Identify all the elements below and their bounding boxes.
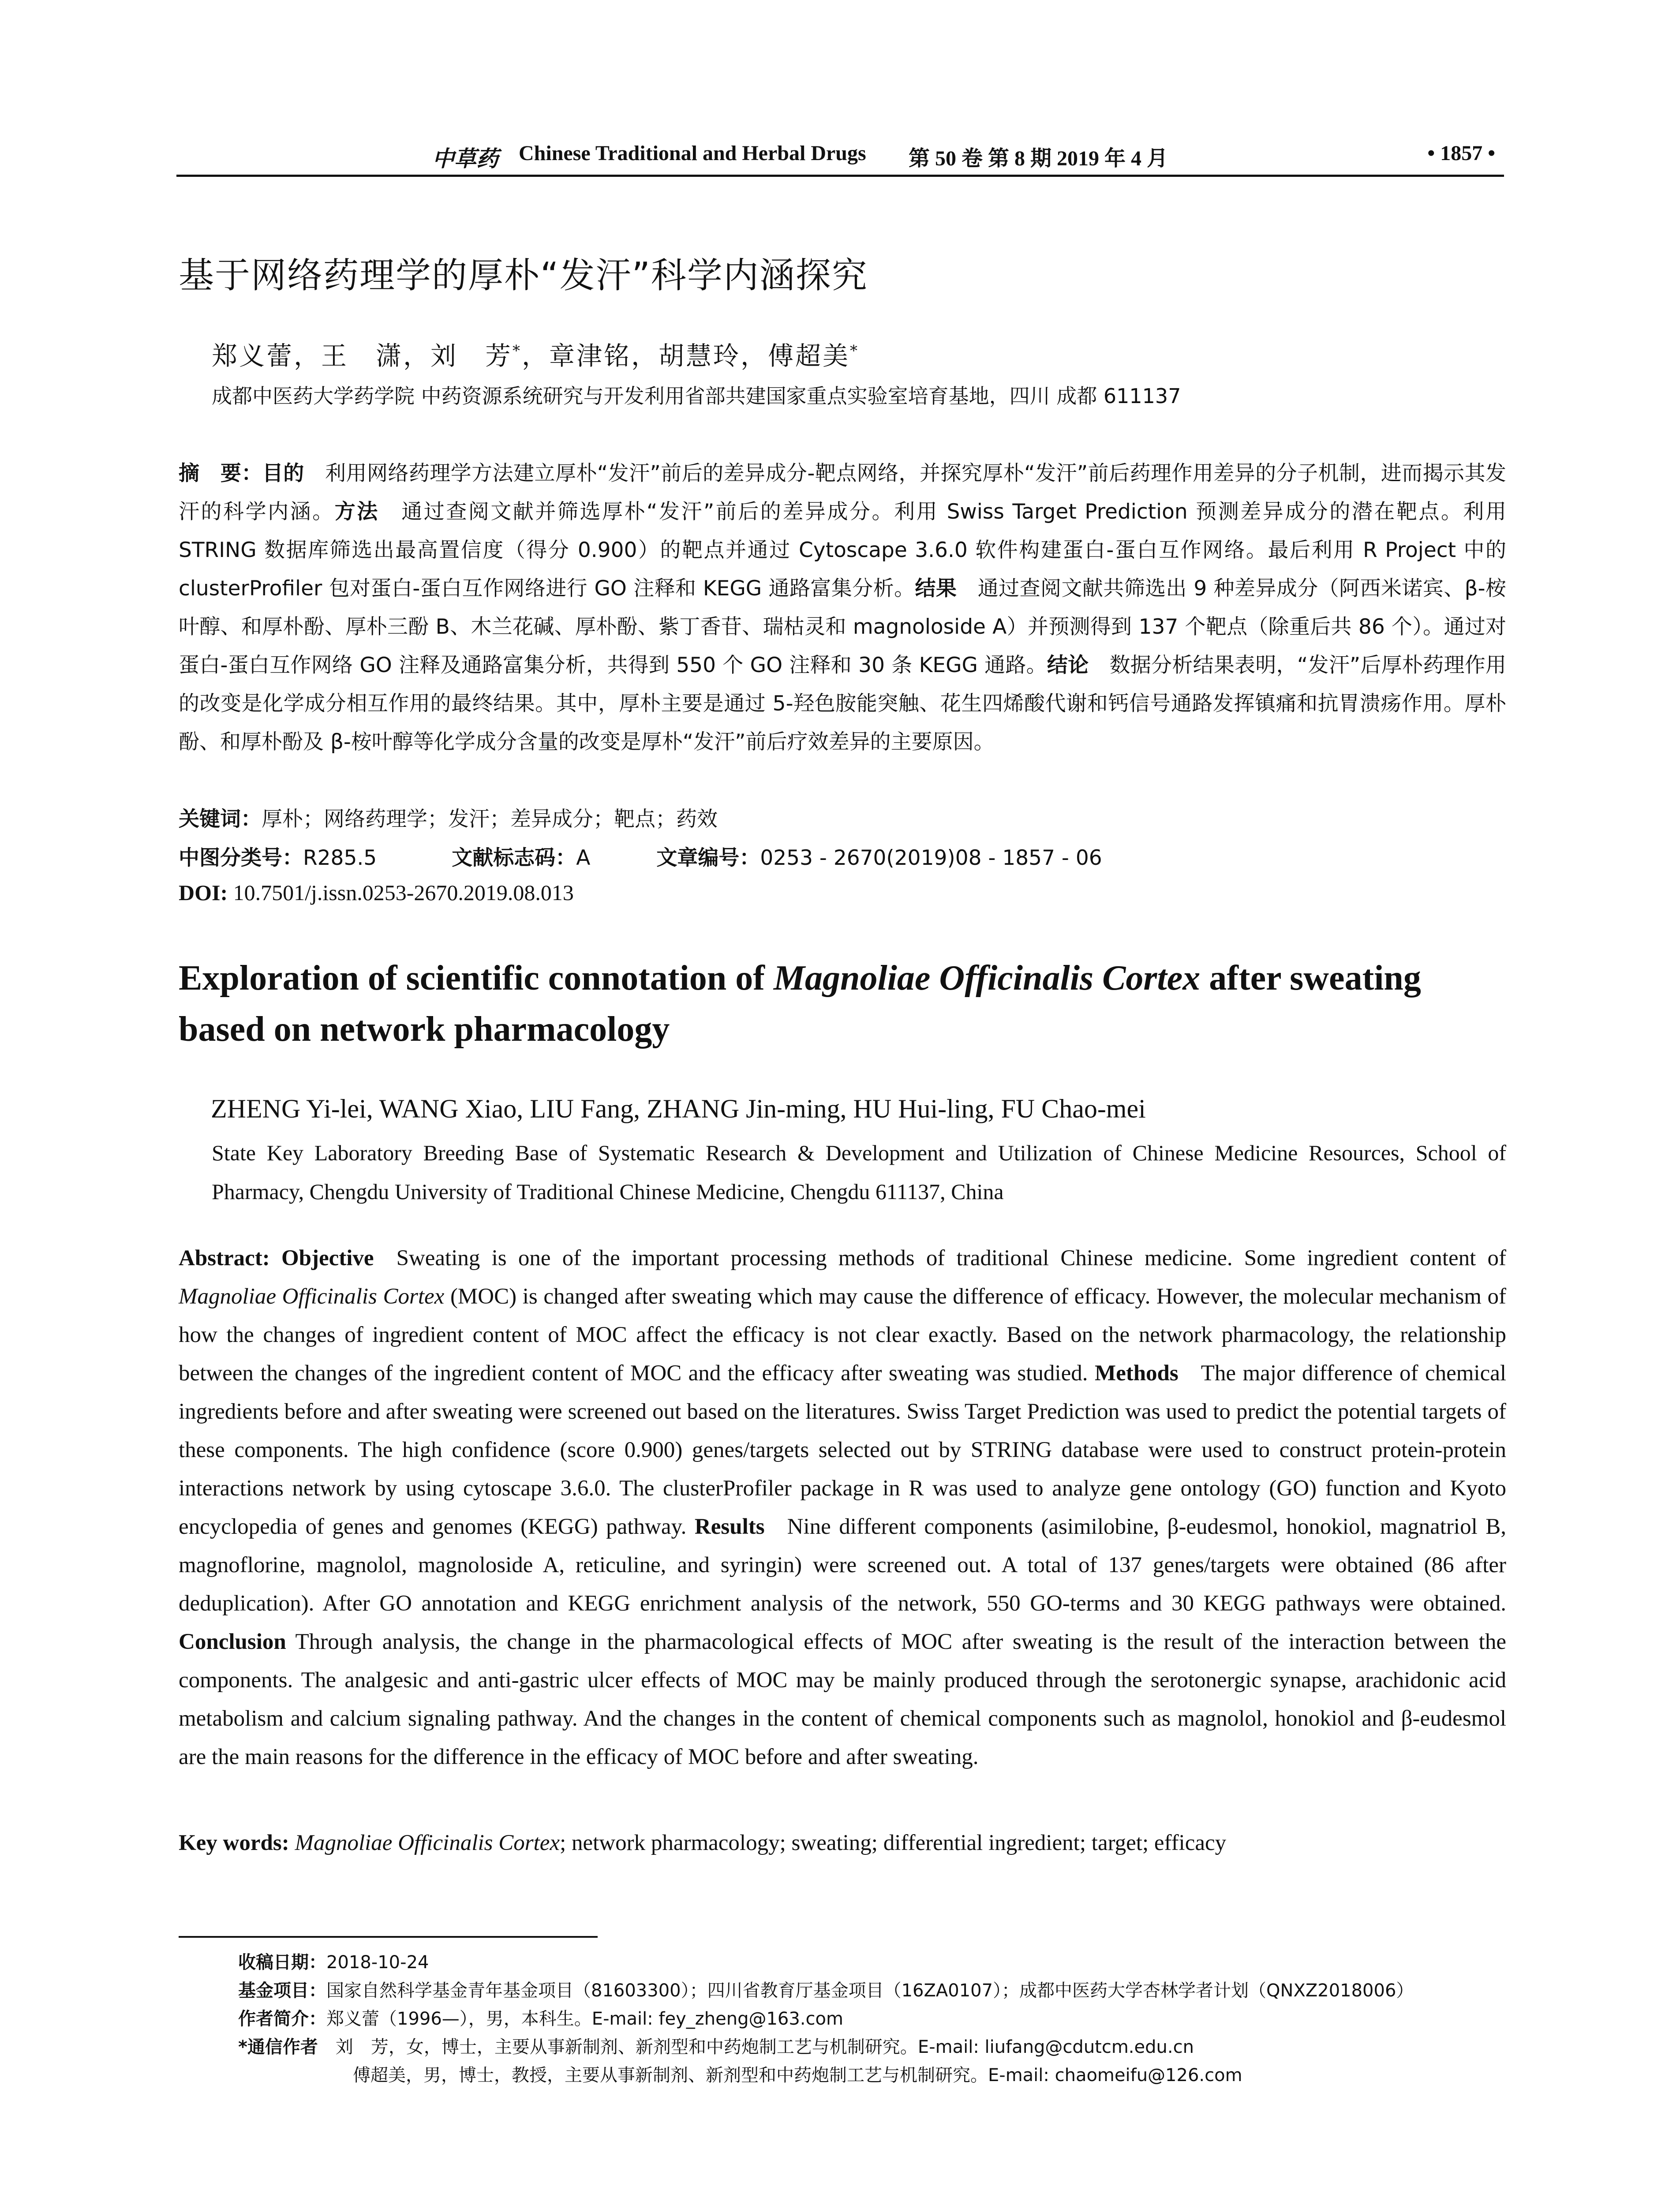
fund-text: 国家自然科学基金青年基金项目（81603300）；四川省教育厅基金项目（16ZA0107）；成都中医药大学杏林学者计划（QNXZ2018006） [326,1981,1414,2001]
authors-en: ZHENG Yi-lei, WANG Xiao, LIU Fang, ZHANG Jin-ming, HU Hui-ling, FU Chao-mei [211,1094,1146,1123]
keywords-cn-label: 关键词： [179,807,262,831]
title-cn: 基于网络药理学的厚朴“发汗”科学内涵探究 [179,255,868,296]
title-en-part2: after sweating based on network pharmacology [179,959,1421,1049]
abstract-cn-objective: 利用网络药理学方法建立厚朴“发汗”前后的差异成分-靶点网络，并探究厚朴“发汗”前后药理作用差异的分子机制，进而揭示其发汗的科学内涵。 [179,461,1507,524]
footnote-bio [238,2005,1508,2030]
author-mark: * [513,342,522,360]
article-number-label: 文章编号： [656,846,760,870]
footnote-fund [238,1977,1508,2002]
abstract-en-species: Magnoliae Officinalis Cortex [179,1284,445,1309]
footnote-corresponding [238,2033,1508,2058]
affiliation-cn: 成都中医药大学药学院 中药资源系统研究与开发利用省部共建国家重点实验室培育基地，四川 成都 611137 [212,384,1181,408]
footnote-corresponding-2 [353,2061,1623,2086]
received-label: 收稿日期： [238,1952,326,1973]
abstract-en-conclusion: Through analysis, the change in the pharmacological effects of MOC after sweating is the result of the interaction between the components. The analgesic and anti-gastric ulcer effects of MOC may be mainly produced through the serotonergic synapse, arachidonic acid metabolism and calcium signaling pathway. And the changes in the content of chemical components such as magnolol, honokiol and β-eudesmol are the main reasons for the difference in the efficacy of MOC before and after sweating. [179,1629,1506,1769]
abstract-cn-objective-label: 目的 [262,461,304,486]
keywords-cn [179,803,718,832]
keywords-cn-text: 厚朴；网络药理学；发汗；差异成分；靶点；药效 [262,807,718,831]
bio-text: 郑义蕾（1996—），男，本科生。E-mail: fey_zheng@163.com [326,2009,843,2029]
doc-code-label: 文献标志码： [452,846,576,870]
title-en-species: Magnoliae Officinalis Cortex [773,959,1201,998]
running-header [176,138,1504,172]
clc-label: 中图分类号： [179,846,303,870]
received-date: 2018-10-24 [326,1952,429,1973]
abstract-cn-conclusion: 数据分析结果表明，“发汗”后厚朴药理作用的改变是化学成分相互作用的最终结果。其中，厚朴主要是通过 5-羟色胺能突触、花生四烯酸代谢和钙信号通路发挥镇痛和抗胃溃疡作用。厚朴酚、和厚朴酚及 β-桉叶醇等化学成分含量的改变是厚朴“发汗”前后疗效差异的主要原因。 [179,653,1507,754]
doc-code-value: A [576,846,591,870]
keywords-en-rest: ; network pharmacology; sweating; differential ingredient; target; efficacy [560,1831,1227,1855]
abstract-cn-methods: 通过查阅文献并筛选厚朴“发汗”前后的差异成分。利用 Swiss Target Prediction 预测差异成分的潜在靶点。利用 STRING 数据库筛选出最高置信度（得分 0.900）的靶点并通过 Cytoscape 3.6.0 软件构建蛋白-蛋白互作网络。最后利用 R Project 中的 clusterProfiler 包对蛋白-蛋白互作网络进行 GO 注释和 KEGG 通路富集分析。 [179,500,1507,601]
abstract-cn-methods-label: 方法 [334,500,379,524]
footnote-rule [179,1936,598,1938]
abstract-cn [179,454,1506,761]
authors-cn-part1: 郑义蕾，王 潇，刘 芳 [212,341,513,371]
keywords-en [179,1830,1506,1856]
authors-cn-part2: ，章津铭，胡慧玲，傅超美 [522,341,850,371]
fund-label: 基金项目： [238,1981,326,2001]
abstract-en-conclusion-label: Conclusion [179,1629,286,1654]
doi-label: DOI: [179,880,228,905]
issue-info: 第 50 卷 第 8 期 2019 年 4 月 [909,147,1168,170]
title-en [179,953,1506,1055]
abstract-en [179,1239,1506,1776]
abstract-en-results-label: Results [694,1514,765,1539]
authors-cn [212,335,859,372]
corr-author-2: 傅超美，男，博士，教授，主要从事新制剂、新剂型和中药炮制工艺与机制研究。E-mail: chaomeifu@126.com [353,2065,1242,2085]
doi-value[interactable]: 10.7501/j.issn.0253-2670.2019.08.013 [233,880,574,905]
abstract-cn-conclusion-label: 结论 [1047,653,1089,677]
affiliation-en: State Key Laboratory Breeding Base of Systematic Research & Development and Utilization of Chinese Medicine Resources, School of Pharmacy, Chengdu University of Traditional Chinese Medicine, Chengdu 611137, China [212,1140,1506,1204]
abstract-en-label: Abstract: Objective [179,1246,374,1271]
article-number-value: 0253 - 2670(2019)08 - 1857 - 06 [760,846,1102,870]
author-mark: * [850,342,860,360]
abstract-en-objective-1: Sweating is one of the important processing methods of traditional Chinese medicine. Some ingredient content of [396,1246,1507,1271]
title-en-part1: Exploration of scientific connotation of [179,959,774,998]
abstract-en-objective-2: (MOC) is changed after sweating which may cause the difference of efficacy. However, the molecular mechanism of how the changes of ingredient content of MOC affect the efficacy is not clear exactly. Based on the network pharmacology, the relationship between the changes of the ingredient content of MOC and the efficacy after sweating was studied. [179,1284,1506,1386]
abstract-en-methods-label: Methods [1094,1361,1179,1386]
page-number: • 1857 • [1427,142,1495,165]
abstract-cn-results-label: 结果 [915,576,957,601]
keywords-en-species: Magnoliae Officinalis Cortex [295,1831,560,1855]
corr-label: *通信作者 [238,2037,318,2057]
corr-author-1: 刘 芳，女，博士，主要从事新制剂、新剂型和中药炮制工艺与机制研究。E-mail: liufang@cdutcm.edu.cn [335,2037,1194,2057]
bio-label: 作者简介： [238,2009,326,2029]
journal-name-cn: 中草药 [432,146,498,172]
journal-name-en: Chinese Traditional and Herbal Drugs [519,142,866,165]
keywords-en-label: Key words: [179,1831,289,1855]
abstract-en-methods: The major difference of chemical ingredients before and after sweating were screened out based on the literatures. Swiss Target Prediction was used to predict the potential targets of these components. The high confidence (score 0.900) genes/targets selected out by STRING database were used to construct protein-protein interactions network by using cytoscape 3.6.0. The clusterProfiler package in R was used to analyze gene ontology (GO) function and Kyoto encyclopedia of genes and genomes (KEGG) pathway. [179,1361,1507,1539]
doi-line [179,880,574,905]
clc-value: R285.5 [303,846,377,870]
abstract-cn-label: 摘 要： [179,461,262,486]
footnote-received [238,1948,1508,1973]
classification-line [179,841,1102,871]
abstract-en-results: Nine different components (asimilobine, β-eudesmol, honokiol, magnatriol B, magnoflorine, magnolol, magnoloside A, reticuline, and syringin) were screened out. A total of 137 genes/targets were obtained (86 after deduplication). After GO annotation and KEGG enrichment analysis of the network, 550 GO-terms and 30 KEGG pathways were obtained. [179,1514,1507,1616]
header-rule [176,175,1504,177]
abstract-cn-results: 通过查阅文献共筛选出 9 种差异成分（阿西米诺宾、β-桉叶醇、和厚朴酚、厚朴三酚 B、木兰花碱、厚朴酚、紫丁香苷、瑞枯灵和 magnoloside A）并预测得到 137 个靶点（除重后共 86 个）。通过对蛋白-蛋白互作网络 GO 注释及通路富集分析，共得到 550 个 GO 注释和 30 条 KEGG 通路。 [179,576,1506,677]
